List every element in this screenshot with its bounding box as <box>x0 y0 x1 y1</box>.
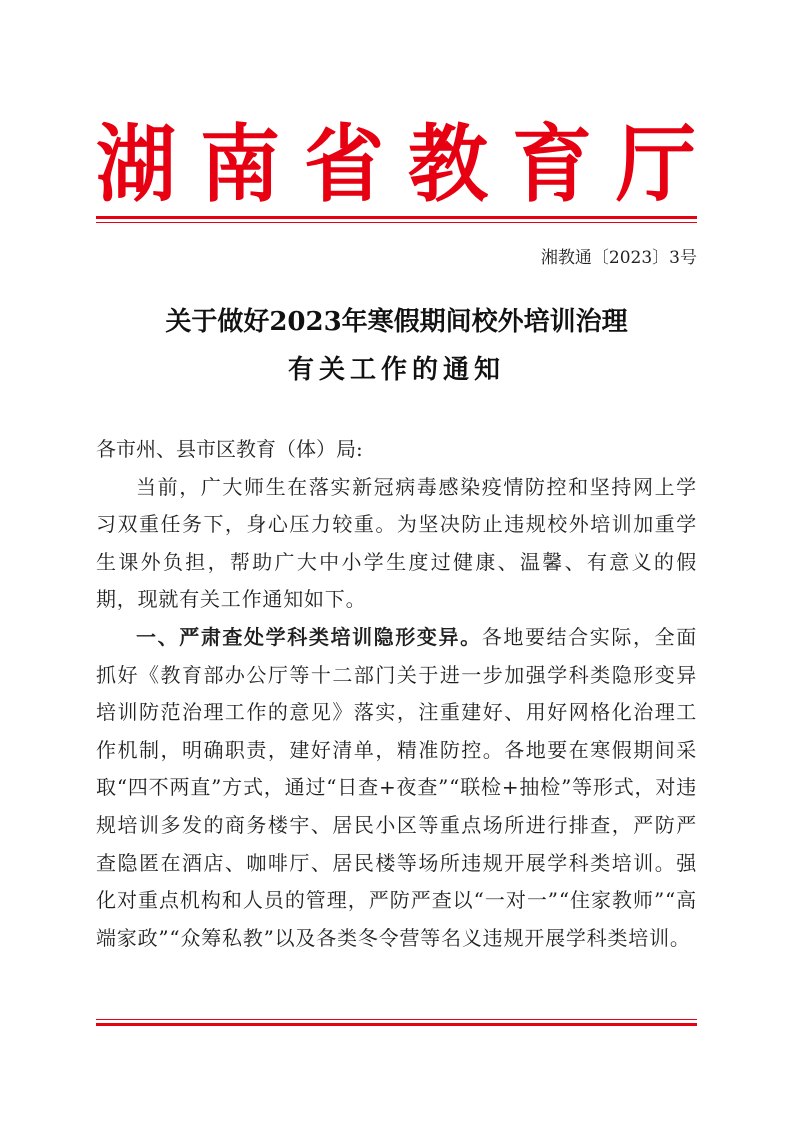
document-body <box>96 431 697 957</box>
masthead-char: 湖 <box>96 114 176 214</box>
header-divider-thin <box>96 222 697 223</box>
paragraph-intro: 当前，广大师生在落实新冠病毒感染疫情防控和坚持网上学习双重任务下，身心压力较重。为坚决防止违规校外培训加重学生课外负担，帮助广大中小学生度过健康、温馨、有意义的假期，现就有关工作通知如下。 <box>96 474 697 612</box>
document-number: 湘教通〔2023〕3号 <box>540 248 697 268</box>
masthead-char: 南 <box>200 114 280 214</box>
masthead-char: 厅 <box>616 114 696 214</box>
section-text: 各地要结合实际，全面抓好《教育部办公厅等十二部门关于进一步加强学科类隐形变异培训防范治理工作的意见》落实，注重建好、用好网格化治理工作机制，明确职责，建好清单，精准防控。各地要在寒假期间采取“四不两直”方式，通过“日查+夜查”“联检+抽检”等形式，对违规培训多发的商务楼宇、居民小区等重点场所进行排查，严防严查隐匿在酒店、咖啡厅、居民楼等场所违规开展学科类培训。强化对重点机构和人员的管理，严防严查以“一对一”“住家教师”“高端家政”“众筹私教”以及各类冬令营等名义违规开展学科类培训。 <box>96 624 698 950</box>
header-divider-thick <box>96 216 697 219</box>
paragraph-section-1 <box>96 619 697 957</box>
masthead-char: 省 <box>304 114 384 214</box>
document-title-line-2: 有关工作的通知 <box>287 355 505 385</box>
section-heading: 一、严肃查处学科类培训隐形变异。 <box>136 624 482 649</box>
footer-divider-thin <box>96 1019 697 1020</box>
salutation: 各市州、县市区教育（体）局: <box>96 437 363 461</box>
document-title-line-1: 关于做好2023年寒假期间校外培训治理 <box>165 307 628 337</box>
masthead-char: 教 <box>408 114 488 214</box>
organization-masthead <box>96 114 696 214</box>
masthead-char: 育 <box>512 114 592 214</box>
footer-divider-thick <box>96 1023 697 1026</box>
